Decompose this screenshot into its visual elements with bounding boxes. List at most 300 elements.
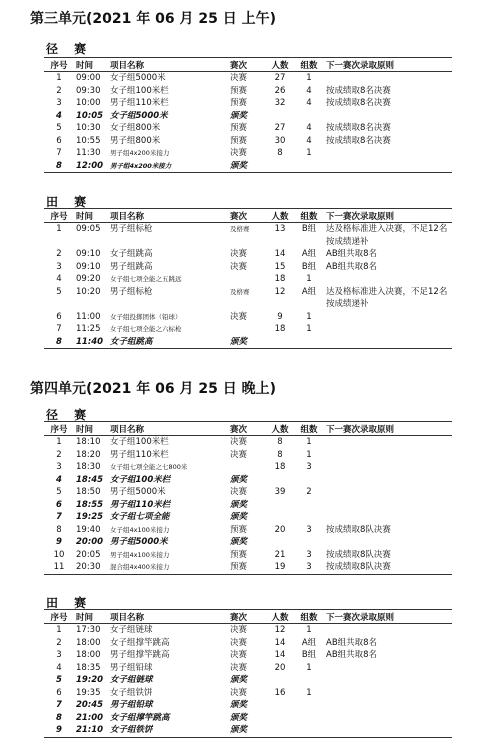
cell-groups — [294, 336, 324, 349]
cell-event: 女子组七项全能 — [110, 512, 170, 522]
cell-seq: 3 — [56, 650, 62, 660]
cell-groups: 1 — [306, 148, 312, 158]
cell-time: 11:30 — [76, 148, 101, 158]
column-header-round: 赛次 — [230, 211, 248, 222]
cell-groups: 1 — [306, 625, 312, 635]
column-header-seq: 序号 — [50, 211, 68, 222]
cell-count: 15 — [274, 261, 286, 272]
cell-time: 18:30 — [76, 462, 101, 472]
cell-groups — [294, 712, 324, 725]
unit3-track-title: 径 赛 — [46, 42, 93, 56]
cell-event: 女子组100米栏 — [110, 85, 169, 96]
cell-round: 及格赛 — [230, 287, 250, 296]
cell-time: 19:40 — [76, 524, 101, 535]
cell-round: 颁奖 — [230, 700, 248, 710]
cell-rule — [324, 110, 452, 123]
cell-count — [266, 724, 294, 737]
cell-event: 女子组铁饼 — [110, 725, 153, 735]
cell-count: 8 — [277, 148, 283, 158]
cell-round: 颁奖 — [230, 675, 248, 685]
cell-round: 颁奖 — [230, 512, 248, 522]
cell-count: 20 — [274, 524, 286, 535]
cell-rule — [324, 712, 452, 725]
column-header-event: 项目名称 — [110, 612, 145, 623]
cell-time: 18:00 — [76, 650, 101, 660]
cell-groups: 1 — [306, 311, 312, 322]
cell-time: 21:00 — [76, 712, 104, 723]
cell-groups — [294, 699, 324, 712]
column-header-round: 赛次 — [230, 60, 248, 71]
cell-time: 10:55 — [76, 135, 101, 146]
cell-seq: 4 — [56, 474, 62, 485]
cell-round: 颁奖 — [230, 499, 248, 510]
column-header-rule: 下一赛次录取原则 — [326, 612, 395, 623]
cell-round: 预赛 — [230, 98, 248, 108]
cell-count: 18 — [274, 462, 286, 472]
cell-seq: 6 — [56, 687, 62, 698]
cell-rule: 按成绩取8名决赛 — [326, 85, 391, 96]
cell-time: 18:20 — [76, 449, 101, 460]
cell-count — [266, 511, 294, 524]
cell-count: 20 — [274, 662, 286, 673]
cell-rule — [324, 499, 452, 512]
cell-time: 19:35 — [76, 687, 101, 698]
table-row — [44, 85, 452, 98]
cell-seq: 8 — [56, 160, 62, 171]
cell-seq: 2 — [56, 637, 62, 648]
cell-event: 女子组跳高 — [110, 249, 153, 259]
table-row — [44, 549, 452, 562]
cell-event: 女子组链球 — [110, 625, 153, 635]
cell-groups — [294, 674, 324, 687]
cell-count: 8 — [277, 449, 283, 460]
cell-count — [266, 499, 294, 512]
cell-groups — [294, 511, 324, 524]
cell-groups: 1 — [306, 73, 312, 83]
cell-event: 女子组5000米 — [110, 110, 168, 121]
cell-seq: 7 — [56, 700, 62, 710]
cell-event: 女子组链球 — [110, 675, 153, 685]
cell-event: 男子组4x200米接力 — [110, 161, 172, 170]
column-header-count: 人数 — [271, 424, 289, 435]
cell-time: 18:45 — [76, 474, 104, 485]
cell-groups: 4 — [306, 123, 312, 133]
table-row — [44, 724, 452, 737]
cell-seq: 7 — [56, 324, 62, 334]
column-header-count: 人数 — [271, 60, 289, 71]
cell-groups: 1 — [306, 662, 312, 673]
column-header-rule: 下一赛次录取原则 — [326, 60, 395, 71]
table-row — [44, 273, 452, 286]
cell-time: 09:00 — [76, 73, 101, 83]
unit3-title: 第三单元(2021 年 06 月 25 日 上午) — [30, 11, 276, 27]
table-header-row — [44, 422, 452, 436]
cell-groups — [294, 474, 324, 487]
cell-round: 颁奖 — [230, 160, 248, 171]
column-header-groups: 组数 — [300, 211, 318, 222]
cell-event: 女子组跳高 — [110, 336, 153, 347]
cell-rule — [324, 461, 452, 474]
cell-event: 女子组七项全能之五跳远 — [110, 275, 182, 283]
cell-time: 18:55 — [76, 499, 104, 510]
table-row — [44, 499, 452, 512]
cell-time: 12:00 — [76, 160, 104, 171]
cell-time: 09:10 — [76, 261, 101, 272]
cell-count: 9 — [277, 311, 283, 322]
cell-rule: 达及格标准进入决赛，不足12名按成绩递补 — [326, 224, 448, 247]
cell-rule: AB组共取8名 — [326, 249, 378, 259]
cell-count: 12 — [274, 625, 286, 635]
table-row — [44, 449, 452, 462]
cell-round: 预赛 — [230, 85, 248, 96]
cell-time: 18:50 — [76, 487, 101, 497]
cell-round: 决赛 — [230, 637, 248, 648]
cell-rule: AB组共取8名 — [326, 637, 378, 648]
table-row — [44, 436, 452, 449]
cell-round: 颁奖 — [230, 725, 248, 735]
cell-event: 男子组5000米 — [110, 487, 166, 497]
table-row — [44, 536, 452, 549]
table-row — [44, 323, 452, 336]
cell-count: 30 — [274, 135, 286, 146]
cell-round: 颁奖 — [230, 537, 248, 547]
table-row — [44, 147, 452, 160]
cell-round: 决赛 — [230, 261, 248, 272]
cell-groups — [294, 160, 324, 173]
table-row — [44, 674, 452, 687]
cell-time: 10:05 — [76, 110, 104, 121]
cell-rule — [324, 674, 452, 687]
cell-rule: 按成绩取8名决赛 — [326, 98, 391, 108]
column-header-groups: 组数 — [300, 60, 318, 71]
cell-event: 男子组110米栏 — [110, 449, 169, 460]
cell-event: 男子组标枪 — [110, 224, 153, 234]
cell-count: 27 — [274, 73, 286, 83]
cell-seq: 8 — [56, 336, 62, 347]
cell-groups: 4 — [306, 135, 312, 146]
cell-rule — [324, 311, 452, 324]
cell-rule: 按成绩取8队决赛 — [326, 524, 391, 535]
column-header-time: 时间 — [76, 424, 94, 435]
cell-round: 决赛 — [230, 487, 248, 497]
cell-rule — [324, 72, 452, 85]
cell-groups: A组 — [301, 637, 317, 648]
cell-seq: 2 — [56, 449, 62, 460]
cell-seq: 1 — [56, 625, 62, 635]
cell-time: 11:25 — [76, 324, 101, 334]
cell-event: 女子组铁饼 — [110, 687, 153, 698]
cell-time: 20:45 — [76, 700, 104, 710]
column-header-time: 时间 — [76, 60, 94, 71]
cell-seq: 3 — [56, 98, 62, 108]
cell-groups: 1 — [306, 274, 312, 284]
table-row — [44, 561, 452, 574]
cell-event: 女子组撑竿跳高 — [110, 712, 170, 723]
table-row — [44, 486, 452, 499]
cell-count — [266, 474, 294, 487]
table-row — [44, 160, 452, 173]
column-header-rule: 下一赛次录取原则 — [326, 424, 395, 435]
cell-round: 预赛 — [230, 524, 248, 535]
cell-time: 10:00 — [76, 98, 101, 108]
table-row — [44, 687, 452, 700]
cell-count: 39 — [274, 487, 286, 497]
table-row — [44, 699, 452, 712]
cell-count — [266, 160, 294, 173]
cell-groups: 3 — [306, 549, 312, 560]
unit3-field-table — [44, 208, 452, 349]
cell-rule: 按成绩取8队决赛 — [326, 549, 391, 560]
cell-seq: 5 — [56, 675, 62, 685]
cell-round: 决赛 — [230, 311, 248, 322]
cell-event: 混合组4x400米接力 — [110, 563, 170, 571]
cell-round: 及格赛 — [230, 225, 250, 233]
cell-round: 预赛 — [230, 135, 248, 146]
cell-time: 21:10 — [76, 725, 104, 735]
cell-event: 男子组110米栏 — [110, 98, 169, 108]
cell-count: 32 — [274, 98, 286, 108]
table-row — [44, 122, 452, 135]
cell-count: 14 — [274, 650, 286, 660]
column-header-count: 人数 — [271, 612, 289, 623]
cell-time: 19:20 — [76, 675, 104, 685]
cell-count: 16 — [274, 687, 286, 698]
column-header-event: 项目名称 — [110, 424, 145, 435]
cell-count: 13 — [274, 224, 286, 234]
table-row — [44, 511, 452, 524]
cell-seq: 1 — [56, 437, 62, 447]
table-row — [44, 286, 452, 311]
cell-time: 18:00 — [76, 637, 101, 648]
cell-rule — [324, 474, 452, 487]
cell-rule: 按成绩取8名决赛 — [326, 123, 391, 133]
cell-count — [266, 699, 294, 712]
cell-round — [228, 461, 266, 474]
cell-time: 10:30 — [76, 123, 101, 133]
table-row — [44, 110, 452, 123]
table-row — [44, 97, 452, 110]
cell-rule — [324, 323, 452, 336]
cell-event: 男子组铅球 — [110, 662, 153, 673]
cell-count — [266, 336, 294, 349]
unit4-title: 第四单元(2021 年 06 月 25 日 晚上) — [30, 381, 276, 397]
table-header-row — [44, 610, 452, 624]
cell-seq: 1 — [56, 73, 62, 83]
unit4-track-table — [44, 421, 452, 575]
column-header-groups: 组数 — [300, 612, 318, 623]
cell-time: 18:35 — [76, 662, 101, 673]
cell-round — [228, 273, 266, 286]
cell-round: 决赛 — [230, 662, 248, 673]
cell-round: 预赛 — [230, 549, 248, 560]
table-header-row — [44, 209, 452, 223]
cell-count: 27 — [274, 123, 286, 133]
cell-count: 14 — [274, 249, 286, 259]
cell-rule: 按成绩取8队决赛 — [326, 562, 391, 572]
cell-rule: 按成绩取8名决赛 — [326, 135, 391, 146]
cell-count: 19 — [274, 562, 286, 572]
unit4-track-title: 径 赛 — [46, 408, 93, 422]
cell-count: 21 — [274, 549, 286, 560]
cell-event: 女子组七项全能之七800米 — [110, 463, 188, 471]
unit3-track-table — [44, 57, 452, 173]
cell-count: 8 — [277, 437, 283, 447]
unit4-field-title: 田 赛 — [46, 596, 93, 610]
column-header-seq: 序号 — [50, 612, 68, 623]
cell-round: 颁奖 — [230, 110, 248, 121]
table-row — [44, 223, 452, 249]
cell-seq: 6 — [56, 499, 62, 510]
cell-groups: B组 — [301, 650, 317, 660]
cell-event: 男子组110米栏 — [110, 499, 171, 510]
cell-seq: 10 — [53, 549, 65, 560]
cell-event: 女子组100米栏 — [110, 474, 171, 485]
cell-count — [266, 712, 294, 725]
table-row — [44, 474, 452, 487]
cell-time: 20:00 — [76, 537, 104, 547]
column-header-seq: 序号 — [50, 424, 68, 435]
cell-event: 女子组100米栏 — [110, 437, 169, 447]
cell-rule — [324, 699, 452, 712]
cell-seq: 3 — [56, 261, 62, 272]
cell-round: 决赛 — [230, 249, 248, 259]
cell-event: 男子组铅球 — [110, 700, 153, 710]
cell-count — [266, 536, 294, 549]
cell-rule — [324, 536, 452, 549]
cell-groups: 3 — [306, 524, 312, 535]
cell-round: 决赛 — [230, 73, 248, 83]
cell-event: 女子组4x100米接力 — [110, 525, 170, 534]
cell-seq: 2 — [56, 85, 62, 96]
table-row — [44, 248, 452, 261]
column-header-time: 时间 — [76, 211, 94, 222]
cell-time: 10:20 — [76, 286, 101, 297]
column-header-rule: 下一赛次录取原则 — [326, 211, 395, 222]
cell-event: 男子组4x100米接力 — [110, 550, 170, 559]
column-header-round: 赛次 — [230, 424, 248, 435]
cell-seq: 6 — [56, 135, 62, 146]
cell-rule — [324, 336, 452, 349]
cell-event: 男子组4x200米接力 — [110, 149, 170, 157]
cell-rule — [324, 687, 452, 700]
cell-rule — [324, 511, 452, 524]
cell-count — [266, 110, 294, 123]
cell-event: 女子组800米 — [110, 123, 161, 133]
table-row — [44, 662, 452, 675]
cell-seq: 7 — [56, 512, 62, 522]
cell-time: 20:30 — [76, 562, 101, 572]
cell-count: 14 — [274, 637, 286, 648]
cell-rule: 达及格标准进入决赛，不足12名按成绩递补 — [326, 286, 448, 309]
cell-groups: B组 — [301, 261, 317, 272]
cell-seq: 4 — [56, 662, 62, 673]
table-row — [44, 261, 452, 274]
cell-groups: 4 — [306, 85, 312, 96]
cell-count: 18 — [274, 274, 286, 284]
cell-groups: 4 — [306, 98, 312, 108]
cell-rule — [324, 147, 452, 160]
cell-event: 女子组5000米 — [110, 73, 166, 83]
cell-seq: 8 — [56, 712, 62, 723]
column-header-count: 人数 — [271, 211, 289, 222]
cell-time: 09:10 — [76, 249, 101, 259]
unit4-field-table — [44, 609, 452, 738]
cell-groups: 1 — [306, 324, 312, 334]
cell-event: 女子组撑竿跳高 — [110, 637, 170, 648]
cell-groups — [294, 110, 324, 123]
cell-round: 决赛 — [230, 148, 248, 158]
column-header-groups: 组数 — [300, 424, 318, 435]
cell-groups: 3 — [306, 462, 312, 472]
table-row — [44, 624, 452, 637]
column-header-time: 时间 — [76, 612, 94, 623]
column-header-event: 项目名称 — [110, 211, 145, 222]
table-row — [44, 336, 452, 349]
cell-time: 19:25 — [76, 512, 104, 522]
cell-seq: 2 — [56, 249, 62, 259]
table-row — [44, 637, 452, 650]
cell-round: 预赛 — [230, 562, 248, 572]
cell-time: 18:10 — [76, 437, 101, 447]
cell-seq: 9 — [56, 537, 62, 547]
cell-groups — [294, 536, 324, 549]
cell-seq: 4 — [56, 274, 62, 284]
cell-rule — [324, 624, 452, 637]
cell-rule: AB组共取8名 — [326, 261, 378, 272]
cell-event: 女子组投掷团体（铅球） — [110, 312, 182, 321]
cell-time: 11:00 — [76, 311, 101, 322]
table-row — [44, 311, 452, 324]
cell-groups: A组 — [301, 249, 317, 259]
cell-time: 11:40 — [76, 336, 104, 347]
cell-groups: A组 — [301, 286, 317, 297]
cell-rule — [324, 449, 452, 462]
table-row — [44, 649, 452, 662]
cell-rule — [324, 486, 452, 499]
cell-time: 09:05 — [76, 224, 101, 234]
cell-event: 男子组撑竿跳高 — [110, 650, 170, 660]
cell-groups: 1 — [306, 437, 312, 447]
cell-groups: B组 — [301, 224, 317, 234]
cell-round — [228, 323, 266, 336]
table-row — [44, 72, 452, 85]
cell-groups: 2 — [306, 487, 312, 497]
cell-event: 男子组标枪 — [110, 286, 153, 297]
table-row — [44, 461, 452, 474]
cell-count: 12 — [274, 286, 286, 297]
cell-rule: AB组共取8名 — [326, 650, 378, 660]
cell-groups — [294, 724, 324, 737]
cell-round: 决赛 — [230, 449, 248, 460]
cell-seq: 1 — [56, 224, 62, 234]
cell-round: 决赛 — [230, 625, 248, 635]
cell-rule — [324, 436, 452, 449]
table-row — [44, 524, 452, 537]
cell-time: 09:20 — [76, 274, 101, 284]
cell-seq: 4 — [56, 110, 62, 121]
cell-seq: 5 — [56, 286, 62, 297]
cell-time: 09:30 — [76, 85, 101, 96]
cell-seq: 8 — [56, 524, 62, 535]
table-row — [44, 135, 452, 148]
cell-round: 颁奖 — [230, 474, 248, 485]
cell-rule — [324, 724, 452, 737]
cell-groups: 1 — [306, 687, 312, 698]
cell-event: 男子组跳高 — [110, 261, 153, 272]
cell-count — [266, 674, 294, 687]
cell-count: 18 — [274, 324, 286, 334]
cell-seq: 7 — [56, 148, 62, 158]
